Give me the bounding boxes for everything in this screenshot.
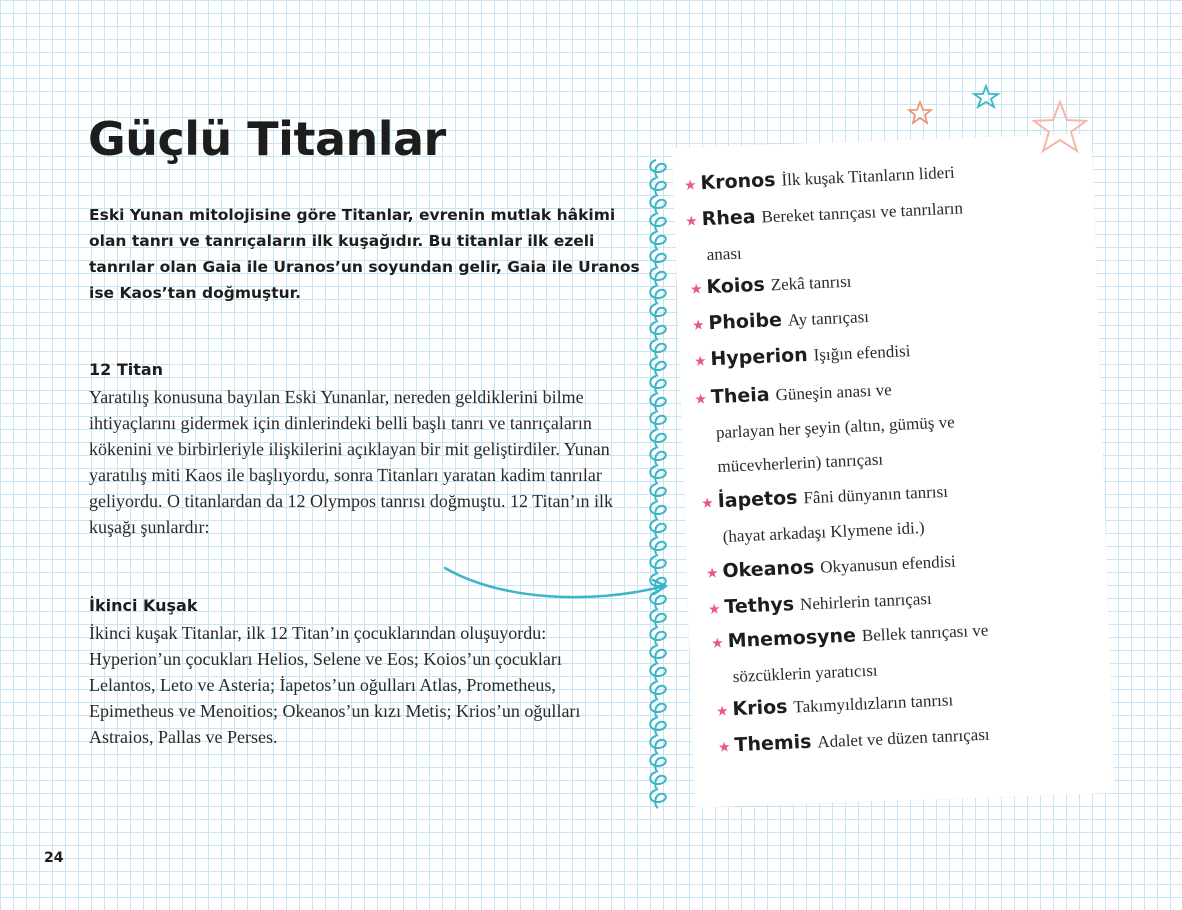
titan-name: Krios bbox=[731, 695, 788, 721]
titan-name: Mnemosyne bbox=[727, 624, 857, 653]
star-icon: ★ bbox=[710, 636, 725, 653]
titan-name: Kronos bbox=[699, 168, 776, 195]
titan-name: Theia bbox=[710, 383, 771, 409]
titan-description-continued: (hayat arkadaşı Klymene idi.) bbox=[722, 517, 926, 547]
titan-entry bbox=[700, 475, 950, 555]
titan-name: Rhea bbox=[701, 205, 757, 231]
titan-description: Işığın efendisi bbox=[813, 341, 911, 365]
titan-name: Koios bbox=[705, 273, 766, 299]
star-icon: ★ bbox=[705, 566, 719, 582]
titan-name: Phoibe bbox=[707, 308, 783, 335]
titan-description: Güneşin anası ve bbox=[775, 380, 893, 405]
star-icon: ★ bbox=[700, 496, 715, 513]
titan-description: Nehirlerin tanrıçası bbox=[799, 588, 933, 614]
star-icon: ★ bbox=[693, 354, 707, 370]
titan-name: Tethys bbox=[723, 593, 795, 619]
titan-entry bbox=[694, 368, 1008, 485]
titan-entry bbox=[684, 191, 965, 273]
star-icon: ★ bbox=[684, 214, 699, 231]
titan-description-continued: anası bbox=[706, 243, 743, 265]
section-heading-12-titan: 12 Titan bbox=[89, 360, 164, 379]
titan-description: Bellek tanrıçası ve bbox=[861, 620, 989, 646]
titan-description: Okyanusun efendisi bbox=[819, 551, 957, 577]
arrow-icon bbox=[440, 560, 680, 610]
titan-description: Takımyıldızların tanrısı bbox=[792, 690, 954, 717]
spiral-binding bbox=[646, 154, 686, 824]
page-title: Güçlü Titanlar bbox=[88, 112, 446, 166]
titan-description: Ay tanrıçası bbox=[787, 306, 870, 330]
star-icon: ★ bbox=[707, 602, 721, 618]
intro-paragraph: Eski Yunan mitolojisine göre Titanlar, evrenin mutlak hâkimi olan tanrı ve tanrıçaların ilk kuşağıdır. Bu titanlar ilk ezeli tanrılar olan Gaia ile Uranos’un soyundan gelir, Gaia ile Uranos ise Kaos’tan doğmuştur. bbox=[89, 206, 640, 302]
titan-name: Okeanos bbox=[721, 556, 815, 583]
page-number: 24 bbox=[44, 850, 64, 866]
star-icon: ★ bbox=[683, 178, 697, 194]
star-icon: ★ bbox=[689, 282, 703, 298]
titan-entry bbox=[689, 265, 852, 307]
titan-description: Adalet ve düzen tanrıçası bbox=[816, 724, 990, 752]
titan-name: Hyperion bbox=[709, 343, 809, 371]
titan-name: İapetos bbox=[717, 486, 798, 513]
star-icon: ★ bbox=[694, 392, 708, 409]
section-body-ikinci-kusak: İkinci kuşak Titanlar, ilk 12 Titan’ın çocuklarından oluşuyordu: Hyperion’un çocukları Helios, Selene ve Eos; Koios’un çocukları Lelantos, Leto ve Asteria; İapetos’un oğulları Atlas, Prometheus, Epimetheus ve Menoitios; Okeanos’un kızı Metis; Krios’un oğulları Astraios, Pallas ve Perses. bbox=[89, 623, 581, 747]
star-icon: ★ bbox=[717, 740, 731, 756]
star-icon: ★ bbox=[715, 704, 729, 720]
titan-name: Themis bbox=[733, 730, 812, 757]
titan-description: İlk kuşak Titanların lideri bbox=[781, 162, 956, 190]
titan-description-continued: sözcüklerin yaratıcısı bbox=[732, 660, 878, 687]
titan-description: Fâni dünyanın tanrısı bbox=[803, 481, 949, 508]
titan-description-continued: parlayan her şeyin (altın, gümüş ve mücevherlerin) tanrıçası bbox=[715, 412, 956, 477]
titan-description: Zekâ tanrısı bbox=[770, 271, 852, 295]
titan-description: Bereket tanrıçası ve tanrıların bbox=[761, 198, 964, 227]
star-icon: ★ bbox=[691, 318, 705, 334]
section-body-12-titan: Yaratılış konusuna bayılan Eski Yunanlar, nereden geldiklerini bilme ihtiyaçlarını gidermek için dinlerindeki belli başlı tanrı ve tanrıçaların kökenini ve birbirleriyle ilişkilerini açıklayan bir mit geliştirdiler. Yunan yaratılış miti Kaos ile başlıyordu, sonra Titanları yaratan kadim tanrılar geliyordu. O titanlardan da 12 Olympos tanrısı doğmuştu. 12 Titan’ın ilk kuşağı şunlardır: bbox=[89, 387, 613, 537]
section-heading-ikinci-kusak: İkinci Kuşak bbox=[89, 596, 198, 615]
